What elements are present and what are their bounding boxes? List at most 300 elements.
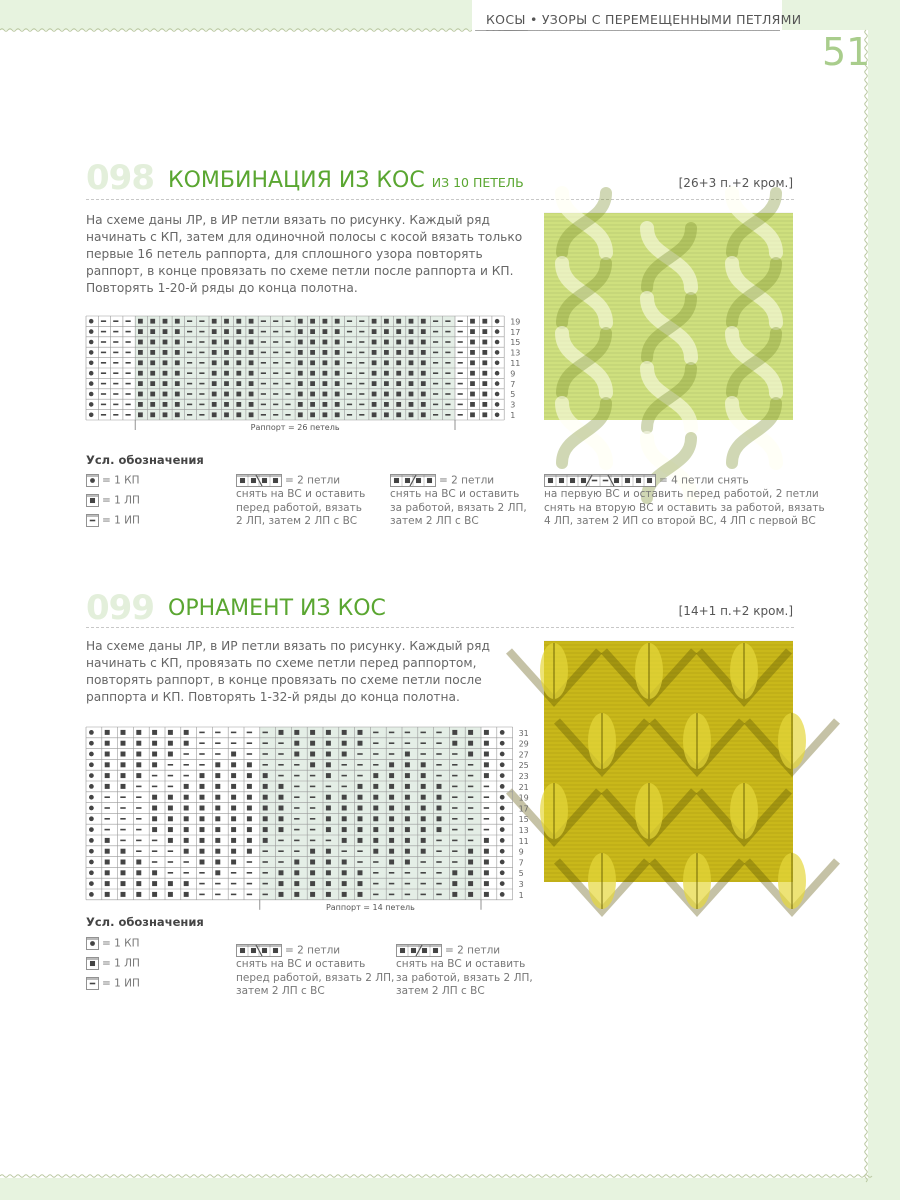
knit-stitch-square [273, 948, 278, 953]
knit-stitch-square [373, 806, 378, 811]
purl-stitch-dash [101, 372, 106, 374]
knit-stitch-square [396, 371, 401, 376]
knit-stitch-square [482, 360, 487, 365]
legend-cable-item [236, 474, 365, 529]
knit-stitch-square [249, 360, 254, 365]
purl-stitch-dash [120, 807, 125, 809]
knit-stitch-square [105, 773, 110, 778]
knit-stitch-square [90, 961, 95, 966]
purl-stitch-dash [310, 796, 315, 798]
knit-stitch-square [421, 795, 426, 800]
knit-stitch-square [175, 402, 180, 407]
purl-stitch-dash [187, 331, 192, 333]
knit-stitch-square [310, 752, 315, 757]
knit-stitch-square [249, 350, 254, 355]
pattern-number: 099 [86, 588, 154, 628]
knit-stitch-square [421, 340, 426, 345]
knit-stitch-square [236, 371, 241, 376]
knit-stitch-square [437, 795, 442, 800]
knit-stitch-square [384, 360, 389, 365]
knit-stitch-square [421, 402, 426, 407]
knit-stitch-square [409, 392, 414, 397]
purl-stitch-dash [436, 872, 441, 874]
knit-stitch-square [482, 392, 487, 397]
knit-stitch-square [215, 849, 220, 854]
knit-stitch-square [310, 741, 315, 746]
purl-stitch-dash [199, 404, 204, 406]
legend-text: = 2 петли [439, 474, 495, 487]
purl-stitch-dash [247, 753, 252, 755]
purl-stitch-dash [247, 732, 252, 734]
knit-stitch-square [396, 319, 401, 324]
knit-stitch-square [298, 402, 303, 407]
legend-symbol-icon [86, 474, 99, 487]
knit-stitch-square [310, 412, 315, 417]
knit-stitch-square [263, 838, 268, 843]
purl-stitch-dash [199, 753, 204, 755]
knit-stitch-square [121, 881, 126, 886]
purl-stitch-dash [452, 753, 457, 755]
purl-stitch-dash [199, 414, 204, 416]
purl-stitch-dash [261, 362, 266, 364]
purl-stitch-dash [452, 786, 457, 788]
knit-stitch-square [231, 849, 236, 854]
knit-stitch-square [405, 795, 410, 800]
knit-stitch-square [326, 741, 331, 746]
purl-stitch-dash [347, 404, 352, 406]
knit-stitch-square [150, 350, 155, 355]
knit-stitch-square [236, 402, 241, 407]
knit-stitch-square [396, 350, 401, 355]
knit-stitch-square [224, 360, 229, 365]
knit-stitch-square [168, 892, 173, 897]
edge-stitch-dot [89, 413, 94, 418]
knit-stitch-square [224, 392, 229, 397]
edge-stitch-dot [495, 361, 500, 366]
edge-stitch-dot [89, 730, 94, 735]
purl-stitch-dash [359, 320, 364, 322]
knit-stitch-square [121, 741, 126, 746]
knit-stitch-square [247, 806, 252, 811]
purl-stitch-dash [120, 840, 125, 842]
purl-stitch-dash [152, 850, 157, 852]
purl-stitch-dash [215, 742, 220, 744]
knit-stitch-square [323, 360, 328, 365]
purl-stitch-dash [373, 872, 378, 874]
legend-text: = 1 ИП [102, 977, 140, 990]
knit-stitch-square [484, 860, 489, 865]
knit-stitch-square [240, 948, 245, 953]
row-number: 13 [510, 348, 521, 358]
legend-item [86, 514, 140, 528]
knit-stitch-square [384, 392, 389, 397]
knit-stitch-square [389, 860, 394, 865]
knit-stitch-square [163, 371, 168, 376]
knit-stitch-square [452, 892, 457, 897]
knit-stitch-square [105, 741, 110, 746]
knit-stitch-square [421, 816, 426, 821]
knit-stitch-square [468, 849, 473, 854]
knit-stitch-square [279, 784, 284, 789]
purl-stitch-dash [468, 840, 473, 842]
purl-stitch-dash [294, 807, 299, 809]
knit-stitch-square [482, 371, 487, 376]
purl-stitch-dash [310, 807, 315, 809]
legend-title: Усл. обозначения [86, 915, 204, 929]
purl-stitch-dash [389, 894, 394, 896]
knit-stitch-square [396, 381, 401, 386]
knit-stitch-square [326, 881, 331, 886]
knit-stitch-square [468, 741, 473, 746]
knit-stitch-square [310, 350, 315, 355]
knit-stitch-square [372, 350, 377, 355]
purl-stitch-dash [373, 764, 378, 766]
purl-stitch-dash [199, 383, 204, 385]
knit-stitch-square [470, 381, 475, 386]
knit-stitch-square [121, 752, 126, 757]
knit-stitch-square [389, 762, 394, 767]
knit-stitch-square [421, 827, 426, 832]
knit-stitch-square [358, 870, 363, 875]
knit-stitch-square [168, 752, 173, 757]
knit-stitch-square [263, 795, 268, 800]
knit-stitch-square [310, 870, 315, 875]
purl-stitch-dash [458, 383, 463, 385]
knit-stitch-square [437, 816, 442, 821]
knit-stitch-square [175, 319, 180, 324]
legend-cable-item [396, 944, 533, 999]
knit-stitch-square [212, 402, 217, 407]
knit-stitch-square [184, 816, 189, 821]
knit-stitch-square [358, 806, 363, 811]
row-number: 19 [518, 793, 529, 803]
edge-stitch-dot [89, 392, 94, 397]
knit-stitch-square [372, 329, 377, 334]
knit-stitch-square [373, 827, 378, 832]
purl-stitch-dash [278, 764, 283, 766]
knit-stitch-square [389, 806, 394, 811]
edge-stitch-dot [495, 340, 500, 345]
knit-stitch-square [422, 948, 427, 953]
knit-stitch-square [411, 948, 416, 953]
knit-stitch-square [105, 892, 110, 897]
purl-stitch-dash [261, 352, 266, 354]
knit-stitch-square [484, 752, 489, 757]
knit-stitch-square [452, 881, 457, 886]
legend-cable-item [544, 474, 825, 529]
knit-stitch-square [215, 860, 220, 865]
purl-stitch-dash [484, 796, 489, 798]
knit-stitch-square [175, 412, 180, 417]
knit-stitch-square [224, 329, 229, 334]
knit-stitch-square [326, 752, 331, 757]
knit-stitch-square [298, 319, 303, 324]
purl-stitch-dash [347, 393, 352, 395]
knit-stitch-square [323, 329, 328, 334]
knit-stitch-square [581, 478, 586, 483]
purl-stitch-dash [263, 872, 268, 874]
knit-stitch-square [247, 762, 252, 767]
purl-stitch-dash [359, 393, 364, 395]
knit-stitch-square [152, 816, 157, 821]
purl-stitch-dash [285, 383, 290, 385]
legend-text: 2 ЛП, затем 2 ЛП с ВС [236, 515, 358, 527]
purl-stitch-dash [468, 796, 473, 798]
purl-stitch-dash [326, 786, 331, 788]
purl-stitch-dash [436, 883, 441, 885]
knit-stitch-square [437, 784, 442, 789]
knit-stitch-square [138, 412, 143, 417]
knit-stitch-square [279, 730, 284, 735]
knit-stitch-square [470, 340, 475, 345]
purl-stitch-dash [187, 393, 192, 395]
knit-stitch-square [294, 892, 299, 897]
purl-stitch-dash [199, 393, 204, 395]
purl-stitch-dash [347, 414, 352, 416]
purl-stitch-dash [436, 894, 441, 896]
knit-stitch-square [163, 350, 168, 355]
row-number: 27 [518, 750, 529, 760]
knit-stitch-square [400, 948, 405, 953]
legend-item [86, 957, 140, 971]
purl-stitch-dash [285, 393, 290, 395]
pattern-subtitle: ИЗ 10 ПЕТЕЛЬ [431, 175, 524, 190]
knit-stitch-square [470, 319, 475, 324]
knit-stitch-square [396, 340, 401, 345]
page-number: 51 [822, 30, 871, 74]
row-number: 25 [518, 761, 529, 771]
knit-stitch-square [409, 371, 414, 376]
knit-stitch-square [152, 881, 157, 886]
knit-stitch-square [482, 350, 487, 355]
knit-stitch-square [482, 402, 487, 407]
edge-stitch-dot [500, 795, 505, 800]
knit-stitch-square [150, 360, 155, 365]
knit-stitch-square [249, 402, 254, 407]
purl-stitch-dash [126, 414, 131, 416]
purl-stitch-dash [113, 404, 118, 406]
knit-stitch-square [136, 870, 141, 875]
knit-stitch-square [342, 730, 347, 735]
purl-stitch-dash [359, 331, 364, 333]
purl-stitch-dash [187, 352, 192, 354]
knit-stitch-square [405, 806, 410, 811]
purl-stitch-dash [263, 894, 268, 896]
knit-stitch-square [150, 319, 155, 324]
knit-stitch-square [105, 849, 110, 854]
knit-stitch-square [138, 360, 143, 365]
purl-stitch-dash [113, 383, 118, 385]
purl-stitch-dash [445, 352, 450, 354]
purl-stitch-dash [405, 742, 410, 744]
purl-stitch-dash [359, 404, 364, 406]
legend-symbol-icon [236, 944, 282, 957]
knit-stitch-square [326, 730, 331, 735]
edge-stitch-dot [495, 371, 500, 376]
purl-stitch-dash [278, 753, 283, 755]
edge-stitch-dot [89, 752, 94, 757]
edge-stitch-dot [495, 350, 500, 355]
knit-stitch-square [372, 319, 377, 324]
knit-stitch-square [342, 816, 347, 821]
knit-stitch-square [105, 870, 110, 875]
knit-stitch-square [298, 340, 303, 345]
knit-stitch-square [326, 806, 331, 811]
knit-stitch-square [484, 849, 489, 854]
purl-stitch-dash [199, 764, 204, 766]
purl-stitch-dash [285, 352, 290, 354]
knit-stitch-square [482, 319, 487, 324]
purl-stitch-dash [152, 786, 157, 788]
knit-stitch-square [421, 381, 426, 386]
knit-stitch-square [468, 860, 473, 865]
knit-stitch-square [136, 730, 141, 735]
knit-stitch-square [342, 827, 347, 832]
knit-stitch-square [372, 340, 377, 345]
edge-stitch-dot [89, 784, 94, 789]
purl-stitch-dash [285, 320, 290, 322]
knit-stitch-square [482, 329, 487, 334]
purl-stitch-dash [458, 331, 463, 333]
purl-stitch-dash [261, 404, 266, 406]
purl-stitch-dash [231, 732, 236, 734]
purl-stitch-dash [215, 894, 220, 896]
knit-stitch-square [396, 412, 401, 417]
edge-stitch-dot [89, 860, 94, 865]
row-number: 1 [510, 411, 516, 420]
knit-stitch-square [231, 795, 236, 800]
knit-stitch-square [138, 340, 143, 345]
purl-stitch-dash [231, 742, 236, 744]
knit-stitch-square [484, 870, 489, 875]
knit-stitch-square [452, 870, 457, 875]
edge-stitch-dot [89, 741, 94, 746]
knit-stitch-square [236, 392, 241, 397]
knit-stitch-square [421, 838, 426, 843]
knit-stitch-square [152, 730, 157, 735]
purl-stitch-dash [458, 362, 463, 364]
knit-stitch-square [358, 838, 363, 843]
edge-stitch-dot [89, 838, 94, 843]
knit-stitch-square [470, 329, 475, 334]
knit-stitch-square [212, 360, 217, 365]
knit-stitch-square [409, 412, 414, 417]
knit-stitch-square [240, 478, 245, 483]
edge-stitch-dot [500, 827, 505, 832]
knit-stitch-square [405, 478, 410, 483]
knit-stitch-square [262, 478, 267, 483]
knit-stitch-square [470, 360, 475, 365]
legend-item [86, 474, 140, 488]
knit-stitch-square [421, 392, 426, 397]
knit-stitch-square [405, 752, 410, 757]
purl-stitch-dash [152, 775, 157, 777]
knit-stitch-square [121, 773, 126, 778]
knit-stitch-square [121, 730, 126, 735]
purl-stitch-dash [342, 775, 347, 777]
purl-stitch-dash [199, 883, 204, 885]
purl-stitch-dash [433, 341, 438, 343]
knit-stitch-square [310, 392, 315, 397]
knit-stitch-square [326, 892, 331, 897]
purl-stitch-dash [273, 393, 278, 395]
knit-stitch-square [212, 412, 217, 417]
purl-stitch-dash [126, 362, 131, 364]
knitting-chart [86, 316, 526, 438]
purl-stitch-dash [421, 872, 426, 874]
purl-stitch-dash [113, 372, 118, 374]
knit-stitch-square [152, 762, 157, 767]
purl-stitch-dash [187, 362, 192, 364]
purl-stitch-dash [199, 320, 204, 322]
knit-stitch-square [150, 371, 155, 376]
knit-stitch-square [389, 849, 394, 854]
knit-stitch-square [384, 350, 389, 355]
knit-stitch-square [421, 762, 426, 767]
legend-text: за работой, вязать 2 ЛП, [390, 501, 527, 514]
legend-symbol-icon [396, 944, 442, 957]
purl-stitch-dash [273, 414, 278, 416]
edge-stitch-dot [495, 319, 500, 324]
knit-stitch-square [152, 795, 157, 800]
knit-stitch-square [294, 881, 299, 886]
purl-stitch-dash [326, 840, 331, 842]
knit-stitch-square [484, 838, 489, 843]
purl-stitch-dash [263, 883, 268, 885]
edge-stitch-dot [500, 762, 505, 767]
purl-stitch-dash [105, 796, 110, 798]
edge-stitch-dot [495, 329, 500, 334]
purl-stitch-dash [136, 850, 141, 852]
purl-stitch-dash [310, 775, 315, 777]
knit-stitch-square [263, 827, 268, 832]
knit-stitch-square [212, 381, 217, 386]
knit-stitch-square [326, 870, 331, 875]
knit-stitch-square [358, 784, 363, 789]
legend-item [86, 937, 140, 951]
knit-stitch-square [231, 838, 236, 843]
purl-stitch-dash [113, 320, 118, 322]
knit-stitch-square [294, 870, 299, 875]
row-number: 7 [510, 379, 516, 389]
legend-text: = 1 КП [102, 937, 140, 950]
knit-stitch-square [310, 381, 315, 386]
wavy-border-top [0, 26, 472, 34]
purl-stitch-dash [359, 372, 364, 374]
knit-stitch-square [389, 784, 394, 789]
knit-stitch-square [163, 381, 168, 386]
knit-stitch-square [482, 340, 487, 345]
knit-stitch-square [247, 838, 252, 843]
knit-stitch-square [310, 849, 315, 854]
knit-stitch-square [548, 478, 553, 483]
knit-stitch-square [409, 360, 414, 365]
knit-stitch-square [200, 784, 205, 789]
purl-stitch-dash [126, 383, 131, 385]
purl-stitch-dash [436, 861, 441, 863]
knit-stitch-square [358, 741, 363, 746]
purl-stitch-dash [168, 775, 173, 777]
edge-stitch-dot [89, 340, 94, 345]
knit-stitch-square [298, 392, 303, 397]
knit-stitch-square [342, 838, 347, 843]
knit-stitch-square [168, 730, 173, 735]
stitch-count: [26+3 п.+2 кром.] [678, 176, 793, 190]
edge-stitch-dot [500, 860, 505, 865]
purl-stitch-dash [445, 404, 450, 406]
purl-stitch-dash [168, 872, 173, 874]
knit-stitch-square [482, 412, 487, 417]
